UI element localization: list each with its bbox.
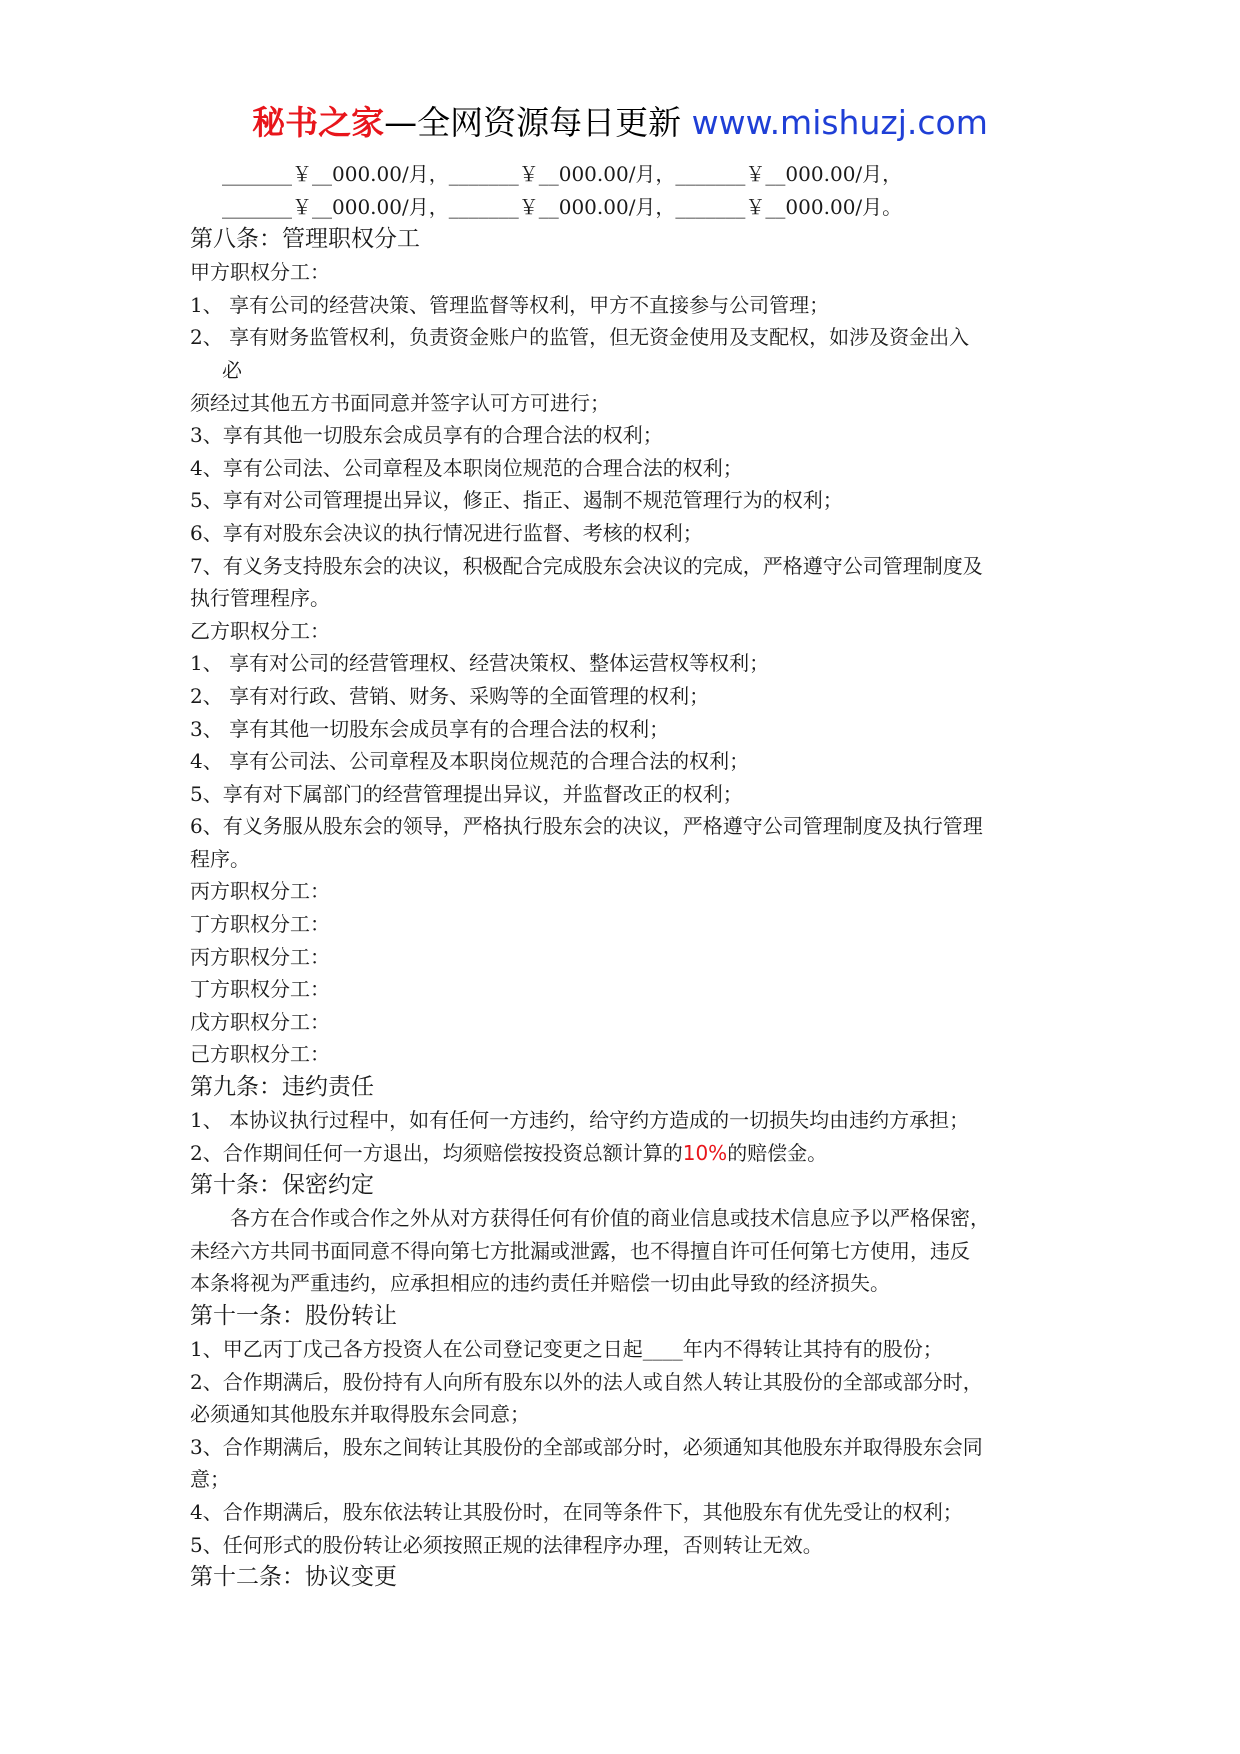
watermark-header xyxy=(0,100,1240,146)
party-a-title: 甲方职权分工： xyxy=(190,260,330,285)
penalty-text-after: 的赔偿金。 xyxy=(727,1140,828,1165)
paragraph-line: 未经六方共同书面同意不得向第七方批漏或泄露，也不得擅自许可任何第七方使用，违反 xyxy=(190,1238,970,1263)
list-item: 3、合作期满后，股东之间转让其股份的全部或部分时，必须通知其他股东并取得股东会同 xyxy=(190,1434,983,1459)
list-item: 3、享有其他一切股东会成员享有的合理合法的权利； xyxy=(190,423,663,448)
list-item-continuation: 必 xyxy=(222,357,242,382)
list-item: 5、享有对公司管理提出异议，修正、指正、遏制不规范管理行为的权利； xyxy=(190,488,843,513)
header-url[interactable]: www.mishuzj.com xyxy=(691,103,988,142)
article-10-title: 第十条：保密约定 xyxy=(190,1172,374,1199)
party-c-title: 丙方职权分工： xyxy=(190,944,330,969)
paragraph-line: 本条将视为严重违约，应承担相应的违约责任并赔偿一切由此导致的经济损失。 xyxy=(190,1271,890,1296)
article-8-title: 第八条：管理职权分工 xyxy=(190,226,420,253)
party-c-title: 丙方职权分工： xyxy=(190,879,330,904)
salary-line: _______￥__000.00/月，_______￥__000.00/月，_______￥__000.00/月。 xyxy=(222,194,903,219)
list-item: 4、合作期满后，股东依法转让其股份时，在同等条件下，其他股东有优先受让的权利； xyxy=(190,1499,963,1524)
list-item: 7、有义务支持股东会的决议，积极配合完成股东会决议的完成，严格遵守公司管理制度及 xyxy=(190,553,983,578)
list-item: 3、 享有其他一切股东会成员享有的合理合法的权利； xyxy=(190,716,670,741)
list-item: 5、任何形式的股份转让必须按照正规的法律程序办理，否则转让无效。 xyxy=(190,1532,823,1557)
list-item: 6、享有对股东会决议的执行情况进行监督、考核的权利； xyxy=(190,520,703,545)
party-e-title: 戊方职权分工： xyxy=(190,1009,330,1034)
article-9-title: 第九条：违约责任 xyxy=(190,1074,374,1101)
article-11-title: 第十一条：股份转让 xyxy=(190,1303,397,1329)
party-d-title: 丁方职权分工： xyxy=(190,912,330,937)
document-body xyxy=(190,158,1060,1594)
party-b-title: 乙方职权分工： xyxy=(190,618,330,643)
paragraph-line: 各方在合作或合作之外从对方获得任何有价值的商业信息或技术信息应予以严格保密， xyxy=(230,1206,990,1231)
list-item: 6、有义务服从股东会的领导，严格执行股东会的决议，严格遵守公司管理制度及执行管理 xyxy=(190,814,983,839)
list-item: 4、享有公司法、公司章程及本职岗位规范的合理合法的权利； xyxy=(190,455,743,480)
list-item: 4、 享有公司法、公司章程及本职岗位规范的合理合法的权利； xyxy=(190,749,750,774)
list-item: 1、甲乙丙丁戊己各方投资人在公司登记变更之日起____年内不得转让其持有的股份； xyxy=(190,1337,943,1361)
list-item: 1、 享有公司的经营决策、管理监督等权利，甲方不直接参与公司管理； xyxy=(190,292,830,317)
list-item-continuation: 程序。 xyxy=(190,846,250,871)
header-brand: 秘书之家 xyxy=(252,103,385,142)
party-f-title: 己方职权分工： xyxy=(190,1042,330,1067)
header-tagline: —全网资源每日更新 xyxy=(384,103,682,142)
penalty-percentage: 10% xyxy=(682,1140,728,1165)
penalty-text-before: 2、合作期间任何一方退出，均须赔偿按投资总额计算的 xyxy=(190,1140,683,1165)
list-item-continuation: 须经过其他五方书面同意并签字认可方可进行； xyxy=(190,390,610,415)
salary-line: _______￥__000.00/月，_______￥__000.00/月，_______￥__000.00/月， xyxy=(222,162,903,186)
list-item: 1、 享有对公司的经营管理权、经营决策权、整体运营权等权利； xyxy=(190,651,770,676)
article-12-title: 第十二条：协议变更 xyxy=(190,1564,397,1591)
list-item: 2、合作期满后，股份持有人向所有股东以外的法人或自然人转让其股份的全部或部分时， xyxy=(190,1369,983,1394)
list-item-continuation: 执行管理程序。 xyxy=(190,586,330,611)
list-item: 2、 享有财务监管权利，负责资金账户的监管，但无资金使用及支配权，如涉及资金出入 xyxy=(190,325,970,350)
list-item-continuation: 意； xyxy=(190,1467,230,1492)
list-item: 2、 享有对行政、营销、财务、采购等的全面管理的权利； xyxy=(190,683,710,708)
list-item: 1、 本协议执行过程中，如有任何一方违约，给守约方造成的一切损失均由违约方承担； xyxy=(190,1108,970,1133)
list-item-continuation: 必须通知其他股东并取得股东会同意； xyxy=(190,1402,530,1427)
list-item: 5、享有对下属部门的经营管理提出异议，并监督改正的权利； xyxy=(190,781,743,806)
party-d-title: 丁方职权分工： xyxy=(190,977,330,1002)
list-item xyxy=(190,1137,1060,1170)
